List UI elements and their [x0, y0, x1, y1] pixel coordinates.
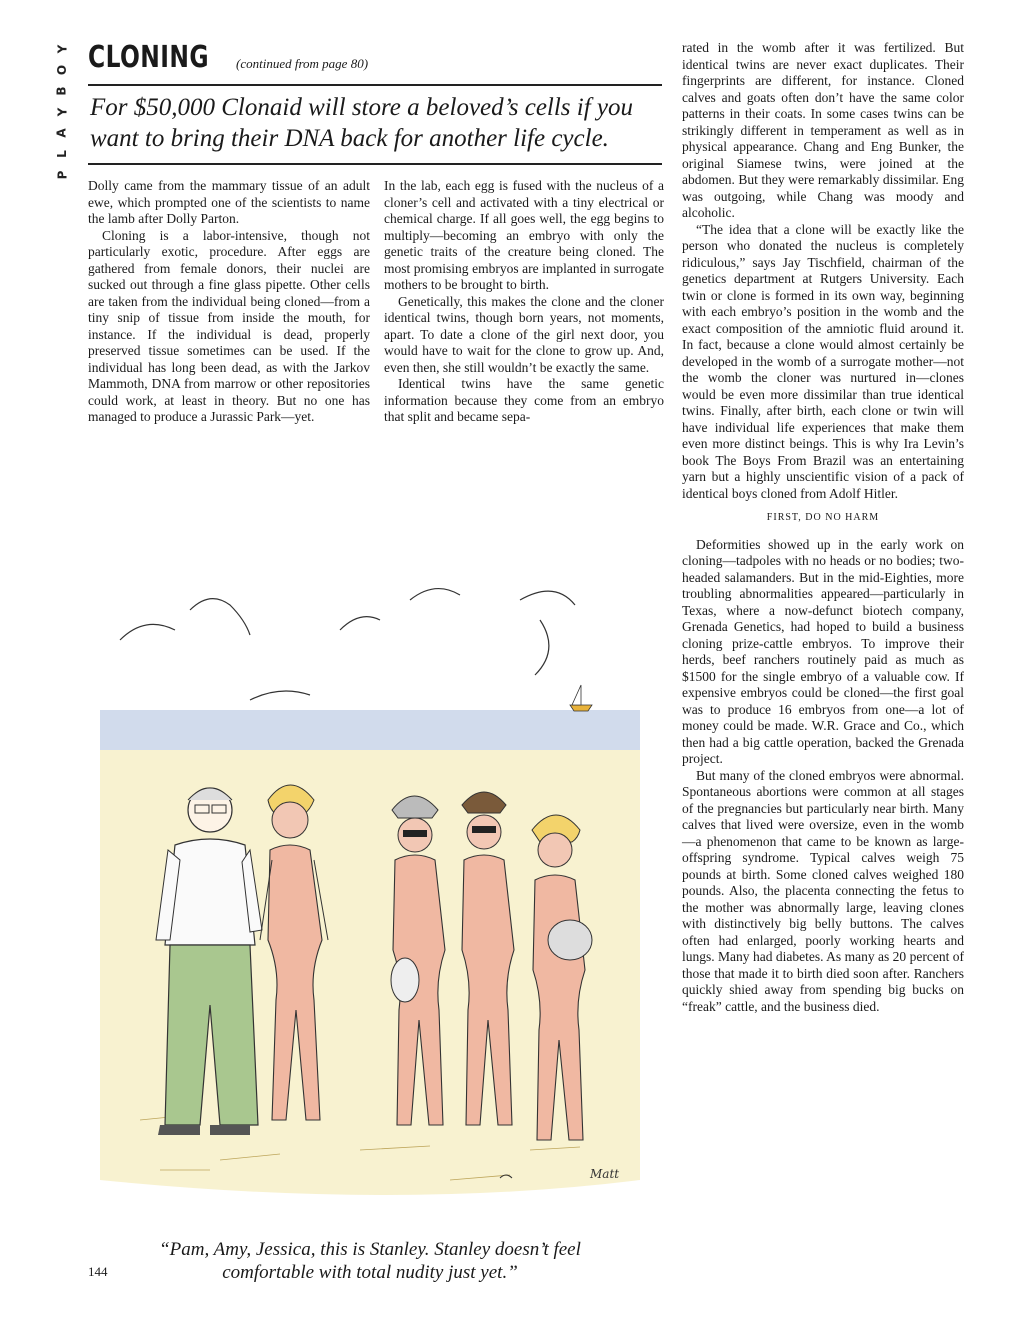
sea — [100, 710, 640, 750]
paragraph: In the lab, each egg is fused with the nucleus of a cloner’s cell and activated with a tiny electrical or chemical charge. If all goes well, the egg begins to multiply—becoming an embryo with only the genetic traits of the creature being cloned. The most promising embryos are implanted in surrogate mothers to be brought to birth. — [384, 178, 664, 292]
section-subhead: FIRST, DO NO HARM — [766, 512, 880, 523]
sailboat — [570, 685, 592, 711]
article-title: CLONING — [88, 40, 209, 75]
article-deck: For $50,000 Clonaid will store a beloved’s cells if you want to bring their DNA back for another life cycle. — [90, 94, 634, 152]
paragraph: Identical twins have the same genetic information because they come from an embryo that split and became sepa- — [384, 376, 664, 424]
paragraph: rated in the womb after it was fertilized. But identical twins are never exact duplicates. Their fingerprints are different, for instance. Cloned calves and goats often don’t have the same color patterns in their coats. In some cases twins can be strikingly different in temperament as well as in physical appearance. Chang and Eng Bunker, the original Siamese twins, were joined at the abdomen. But they were remarkably dissimilar. Eng was outgoing, while Chang was moody and alcoholic. — [682, 40, 964, 220]
clouds — [120, 589, 575, 700]
logo-letter: Y — [54, 44, 69, 54]
cartoon-illustration — [100, 560, 640, 1220]
logo-letter: L — [55, 150, 69, 158]
paragraph: But many of the cloned embryos were abnormal. Spontaneous abortions were common at all stages of the pregnancies but particularly near birth. Many calves that lived were oversize, even in the womb—a phenomenon that came to be known as large-offspring syndrome. Typical calves weigh 75 pounds at birth. Some cloned calves weighed 180 pounds. Also, the placenta connecting the fetus to the mother was abnormally large, leaving clones with distinctively big belly buttons. The calves often had enlarged, poorly working hearts and lungs. Many had diabetes. As many as 20 percent of those that made it to birth died soon after. Ranchers quickly shied away from spending big bucks on “freak” cattle, and the business died. — [682, 767, 964, 1014]
page-number: 144 — [88, 1264, 108, 1279]
logo-letter: P — [54, 170, 69, 180]
rule-divider — [88, 84, 662, 86]
logo-letter: O — [54, 64, 69, 76]
paragraph: Cloning is a labor-intensive, though not particularly exotic, procedure. After eggs are gathered from female donors, their nuclei are sucked out through a fine glass pipette. Other cells are taken from the individual being cloned—from a tiny snip of tissue from inside the mouth, for instance. If the individual is dead, properly preserved tissue sometimes can be used. If the individual has long been dead, as with the Jarkov Mammoth, DNA from marrow or other repositories could work, at least in theory. But no one has managed to produce a Jurassic Park—yet. — [88, 227, 370, 424]
logo-letter: B — [55, 86, 69, 96]
magazine-logo — [52, 42, 72, 182]
continued-note: (continued from page 80) — [236, 56, 369, 71]
cartoon-signature: Matt — [590, 1167, 620, 1181]
paragraph: Genetically, this makes the clone and the cloner identical twins, though born years, not moments, apart. To date a clone of the girl next door, you would have to wait for the clone to grow up. And, even then, she still wouldn’t be exactly the same. — [384, 293, 664, 375]
paragraph: Dolly came from the mammary tissue of an adult ewe, which prompted one of the scientists to name the lamb after Dolly Parton. — [88, 178, 370, 226]
logo-letter: A — [54, 128, 69, 138]
text-column-3 — [682, 40, 964, 1015]
logo-letter: Y — [54, 107, 69, 117]
cartoon-caption: “Pam, Amy, Jessica, this is Stanley. Stanley doesn’t feel comfortable with total nudity just yet.” — [159, 1239, 581, 1283]
text-column-2 — [384, 178, 664, 426]
paragraph: “The idea that a clone will be exactly like the person who donated the nucleus is completely ridiculous,” says Jay Tischfield, chairman of the genetics department at Rutgers University. Each twin or clone is formed in its own way, beginning with each embryo’s position in the womb and the exact composition of the amniotic fluid around it. In fact, because a clone would almost certainly be developed in the womb of a surrogate mother—not the womb the cloner was nurtured in—clones would be even more dissimilar than true identical twins. Finally, after birth, each clone or twin will have individual life experiences that make them even more distinct beings. This is why Ira Levin’s book The Boys From Brazil was an entertaining yarn but a highly unscientific vision of a pack of identical boys cloned from Adolf Hitler. — [682, 221, 964, 501]
paragraph: Deformities showed up in the early work on cloning—tadpoles with no heads or no bodies; two-headed salamanders. But in the mid-Eighties, more troubling abnormalities appeared—particularly in Texas, where a now-defunct biotech company, Grenada Genetics, had hoped to build a business cloning prize-cattle embryos. To improve their herds, beef ranchers routinely paid as much as $1500 for the single embryo of a valuable cow. If expensive embryos could be cloned—the first goal was to produce 16 embryos from one—a lot of money could be made. W.R. Grace and Co., which then had a big cattle operation, backed the Grenada project. — [682, 536, 964, 766]
text-column-1 — [88, 178, 370, 426]
rule-divider — [88, 163, 662, 165]
